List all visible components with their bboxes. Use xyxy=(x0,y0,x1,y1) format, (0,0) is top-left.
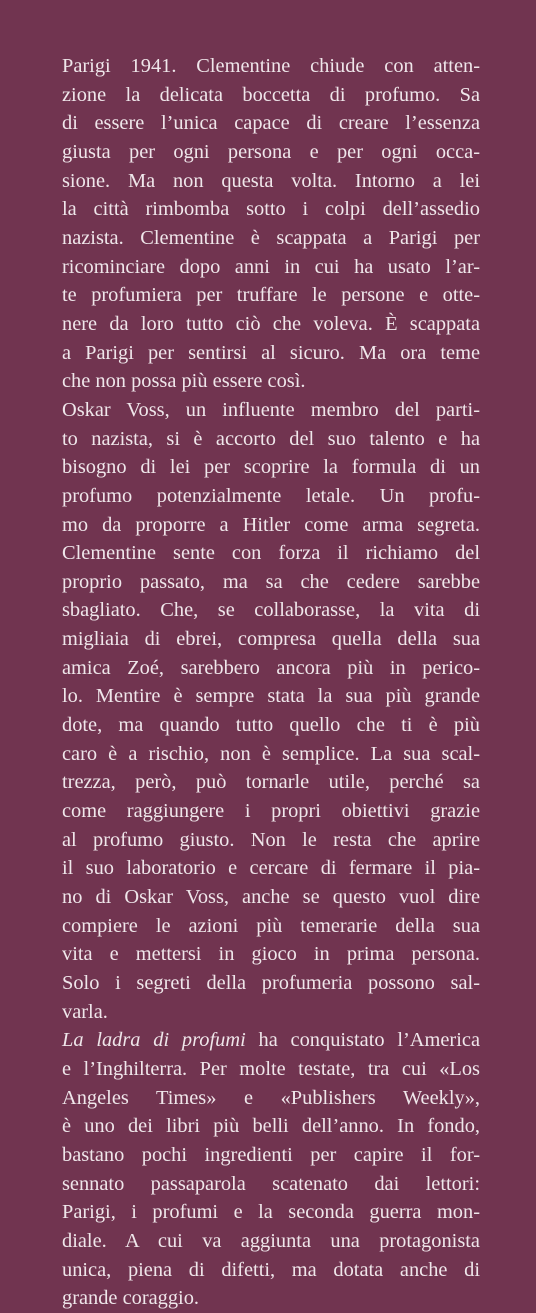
text-line: trezza, però, può tornarle utile, perché sa xyxy=(62,771,480,794)
text-line: unica, piena di difetti, ma dotata anche di xyxy=(62,1258,480,1281)
text-line: al profumo giusto. Non le resta che aprire xyxy=(62,828,480,851)
text-line: Solo i segreti della profumeria possono sal- xyxy=(62,972,480,994)
text-line: caro è a rischio, non è semplice. La sua scal- xyxy=(62,742,480,765)
text-line: a Parigi per sentirsi al sicuro. Ma ora teme xyxy=(62,341,480,364)
text-line: sbagliato. Che, se collaborasse, la vita di xyxy=(62,599,480,622)
text-line: come raggiungere i propri obiettivi grazie xyxy=(62,800,480,823)
text-line: no di Oskar Voss, anche se questo vuol dire xyxy=(62,886,480,909)
text-line: te profumiera per truffare le persone e otte- xyxy=(62,284,480,307)
text-line: sennato passaparola scatenato dai lettori: xyxy=(62,1172,480,1195)
blurb-paragraph-3 xyxy=(62,1026,480,1313)
text-line: zione la delicata boccetta di profumo. Sa xyxy=(62,83,480,106)
text-line: Angeles Times» e «Publishers Weekly», xyxy=(62,1086,480,1109)
text-line: Oskar Voss, un influente membro del parti- xyxy=(62,398,480,421)
text-line: profumo potenzialmente letale. Un profu- xyxy=(62,484,480,507)
text-line: proprio passato, ma sa che cedere sarebbe xyxy=(62,570,480,593)
blurb-paragraph-2 xyxy=(62,396,480,1026)
text-line: il suo laboratorio e cercare di fermare il pia- xyxy=(62,857,480,880)
text-line: giusta per ogni persona e per ogni occa- xyxy=(62,140,480,163)
text-line: grande coraggio. xyxy=(62,1287,200,1310)
book-title: La ladra di profumi xyxy=(62,1029,246,1052)
text-line: ricominciare dopo anni in cui ha usato l’ar- xyxy=(62,255,480,278)
text-line: nere da loro tutto ciò che voleva. È scappata xyxy=(62,312,480,335)
text-line: è uno dei libri più belli dell’anno. In fondo, xyxy=(62,1115,480,1138)
text-line: bastano pochi ingredienti per capire il for- xyxy=(62,1143,480,1166)
text-line: bisogno di lei per scoprire la formula di un xyxy=(62,456,480,479)
blurb-paragraph-1 xyxy=(62,52,480,396)
text-line: Parigi 1941. Clementine chiude con atten- xyxy=(62,55,480,77)
text-line: to nazista, si è accorto del suo talento e ha xyxy=(62,427,480,450)
text-line: dote, ma quando tutto quello che ti è più xyxy=(62,714,480,737)
text-fragment: ha conquistato l’America xyxy=(245,1029,480,1052)
text-line: lo. Mentire è sempre stata la sua più grande xyxy=(62,685,480,708)
text-line xyxy=(62,1026,480,1055)
text-line: e l’Inghilterra. Per molte testate, tra cui «Los xyxy=(62,1057,480,1080)
blurb-text xyxy=(62,52,480,1313)
text-line: Clementine sente con forza il richiamo del xyxy=(62,542,480,565)
text-line: mo da proporre a Hitler come arma segreta. xyxy=(62,513,480,536)
text-line: diale. A cui va aggiunta una protagonista xyxy=(62,1229,480,1252)
text-line: amica Zoé, sarebbero ancora più in perico- xyxy=(62,656,480,679)
text-line: Parigi, i profumi e la seconda guerra mon- xyxy=(62,1201,480,1224)
text-line: la città rimbomba sotto i colpi dell’assedio xyxy=(62,198,480,221)
text-line: nazista. Clementine è scappata a Parigi per xyxy=(62,226,480,249)
text-line: varla. xyxy=(62,1000,108,1023)
text-line: che non possa più essere così. xyxy=(62,370,306,393)
text-line: migliaia di ebrei, compresa quella della sua xyxy=(62,628,480,651)
text-line: sione. Ma non questa volta. Intorno a lei xyxy=(62,169,480,192)
text-line: di essere l’unica capace di creare l’essenza xyxy=(62,112,480,135)
text-line: vita e mettersi in gioco in prima persona. xyxy=(62,943,480,966)
text-line: compiere le azioni più temerarie della sua xyxy=(62,914,480,937)
